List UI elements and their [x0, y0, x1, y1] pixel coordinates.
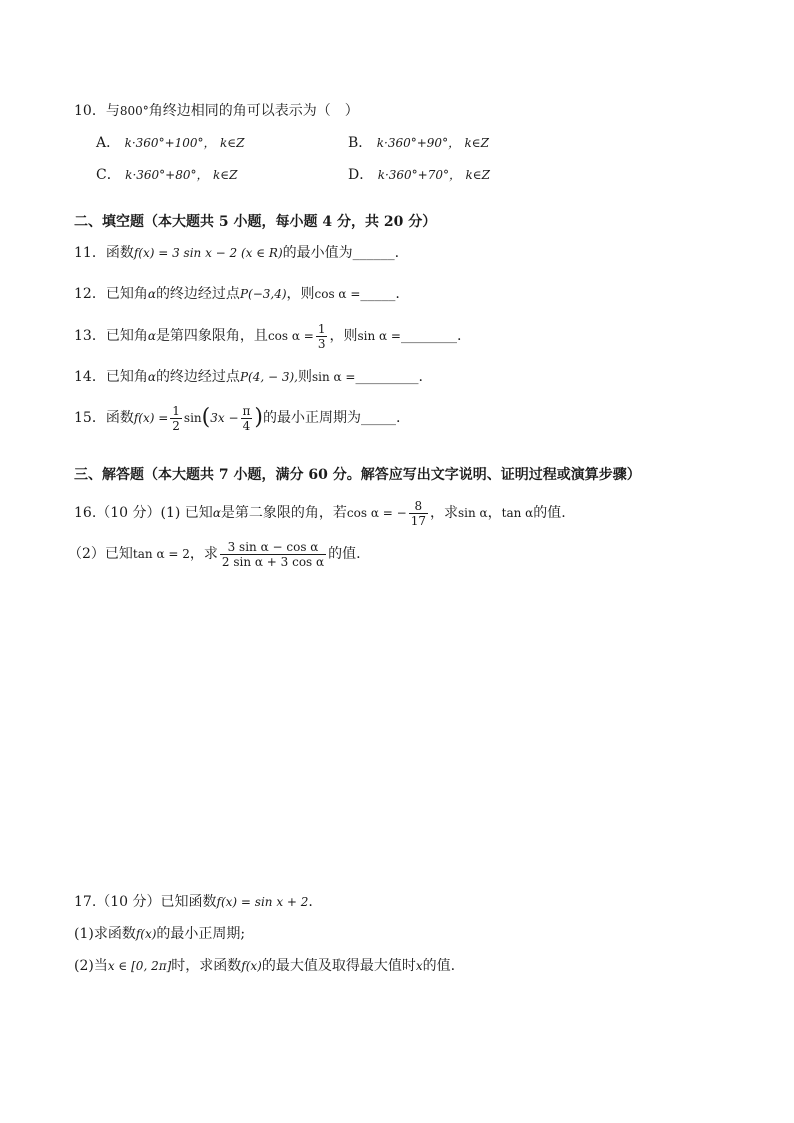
question-12 [74, 284, 400, 304]
q12-point: P(−3,4) [239, 287, 287, 301]
option-k: k∈Z [464, 136, 490, 150]
q17-text-b: . [308, 894, 313, 910]
q15-right-paren: ) [254, 405, 264, 430]
q13-mid: 是第四象限角，且 [155, 328, 268, 344]
q16-sin: sin α [457, 506, 488, 520]
q14-point: P(4, − 3), [239, 370, 298, 384]
q10-option-a [96, 133, 244, 153]
q12-alpha: α [147, 287, 156, 301]
q13-blank: ________. [400, 328, 462, 344]
q10-degree: 800° [119, 104, 149, 118]
q16-cos: cos α = − [346, 506, 407, 520]
q15-den: 2 [172, 418, 180, 433]
q10-option-d [348, 165, 490, 185]
q16-fnum: 3 sin α − cos α [220, 540, 326, 555]
q10-stem-a: 10．与 [74, 103, 120, 119]
option-label: B． [348, 135, 373, 151]
question-15 [74, 400, 400, 436]
option-k: k∈Z [219, 136, 245, 150]
q13-fraction [316, 322, 328, 351]
q15-sin: sin [183, 411, 202, 425]
option-expr: k·360°+80°， [125, 168, 209, 182]
q15-num: 1 [172, 403, 180, 418]
q11-expr: f(x) = 3 sin x − 2 (x ∈ R) [133, 246, 283, 260]
question-11 [74, 243, 399, 263]
q14-blank: _________. [355, 369, 423, 385]
q16-text-a: 16.（10 分）(1) 已知 [74, 505, 213, 521]
q17-text-2a: (1)求函数 [74, 926, 136, 942]
question-16-part2 [68, 538, 361, 570]
q15-pi-over-4 [241, 404, 253, 433]
q17-text-3d: 的值. [422, 958, 456, 974]
q14-mid: 的终边经过点 [155, 369, 240, 385]
q12-comma: ，则 [286, 286, 315, 302]
q13-den: 3 [317, 336, 326, 351]
q15-prefix: 15．函数 [74, 410, 134, 426]
q15-f: f(x) = [133, 411, 169, 425]
question-17-stem [74, 892, 313, 912]
q17-fx2: f(x) [241, 959, 262, 973]
q15-pinum: π [242, 403, 251, 418]
q16-tan: tan α [501, 506, 534, 520]
question-17-part2 [74, 956, 455, 976]
question-14 [74, 367, 423, 387]
option-k: k∈Z [212, 168, 238, 182]
option-k: k∈Z [465, 168, 490, 182]
q17-text-a: 17.（10 分）已知函数 [74, 894, 217, 910]
q17-text-3a: (2)当 [74, 958, 108, 974]
option-label: D． [348, 167, 374, 183]
q14-comma: 则 [297, 369, 312, 385]
q16-den: 17 [410, 513, 426, 528]
q10-option-c [96, 165, 237, 185]
q17-func: f(x) = sin x + 2 [216, 895, 309, 909]
q13-alpha: α [147, 329, 156, 343]
q10-stem-b: 角终边相同的角可以表示为（ ） [148, 103, 359, 119]
q17-text-2b: 的最小正周期; [156, 926, 246, 942]
q17-x: x [415, 959, 423, 973]
q12-prefix: 12．已知角 [74, 286, 148, 302]
q13-expr: cos α = [267, 329, 314, 343]
q16-text-2c: 的值. [328, 546, 361, 562]
q16-text-d: 的值. [533, 505, 566, 521]
q13-expr2: sin α = [357, 329, 401, 343]
section-2-title: 二、填空题（本大题共 5 小题，每小题 4 分，共 20 分） [74, 214, 437, 230]
q12-blank: _____. [360, 286, 400, 302]
question-13 [74, 320, 461, 352]
q17-fx: f(x) [135, 927, 157, 941]
q17-text-3c: 的最大值及取得最大值时 [261, 958, 416, 974]
q16-text-b: 是第二象限的角，若 [220, 505, 347, 521]
q16-num: 8 [409, 499, 428, 514]
q16-sep: ， [487, 505, 502, 521]
section-3-title: 三、解答题（本大题共 7 小题，满分 60 分。解答应写出文字说明、证明过程或演算步骤） [74, 467, 641, 483]
q15-left-paren: ( [201, 405, 211, 430]
q16-text-c: ，求 [429, 505, 458, 521]
q14-prefix: 14．已知角 [74, 369, 148, 385]
q10-option-b [348, 133, 489, 153]
question-17-part1 [74, 924, 245, 944]
q13-prefix: 13．已知角 [74, 328, 148, 344]
q15-suffix: 的最小正周期为_____. [263, 410, 401, 426]
q16-big-fraction [220, 540, 326, 569]
q16-alpha: α [212, 506, 221, 520]
q16-text-2a: （2）已知 [68, 546, 133, 562]
option-expr: k·360°+70°， [377, 168, 462, 182]
q15-piden: 4 [242, 418, 251, 433]
option-expr: k·360°+100°， [124, 136, 216, 150]
q12-expr: cos α = [314, 287, 361, 301]
q15-half [170, 404, 182, 433]
q17-text-3b: 时，求函数 [171, 958, 242, 974]
q13-comma: ，则 [329, 328, 358, 344]
q11-prefix: 11．函数 [74, 245, 134, 261]
q13-num: 1 [317, 321, 326, 336]
q14-alpha: α [147, 370, 156, 384]
q16-tan2: tan α = 2 [132, 547, 190, 561]
q11-suffix: 的最小值为______. [282, 245, 400, 261]
question-16-part1 [74, 497, 566, 529]
option-label: C． [96, 167, 121, 183]
option-expr: k·360°+90°， [376, 136, 461, 150]
q14-expr: sin α = [311, 370, 356, 384]
q15-inner: 3x − [210, 411, 239, 425]
q17-range: x ∈ [0, 2π] [107, 959, 172, 973]
q16-fraction-8-17 [409, 499, 428, 528]
option-label: A． [96, 135, 121, 151]
q12-mid: 的终边经过点 [155, 286, 240, 302]
question-10-stem [74, 101, 359, 121]
q16-fden: 2 sin α + 3 cos α [221, 554, 325, 569]
q16-text-2b: ，求 [189, 546, 218, 562]
